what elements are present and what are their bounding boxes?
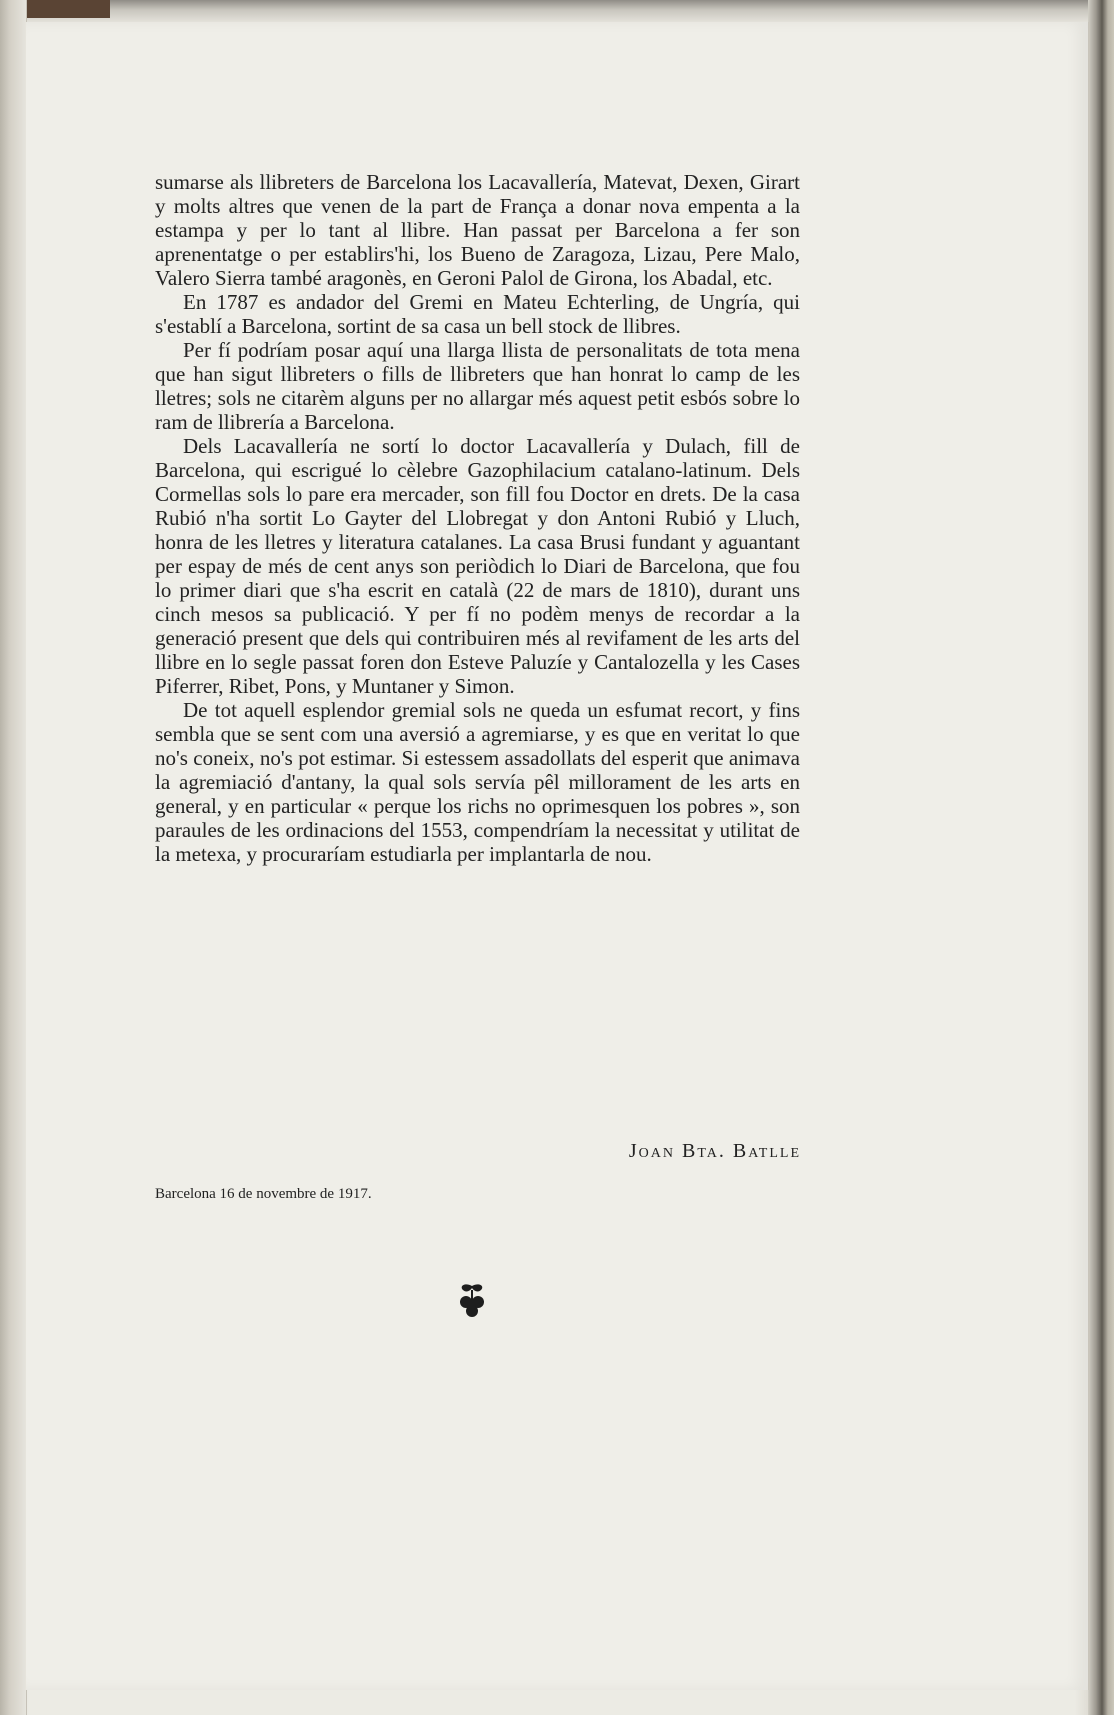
paragraph-1: sumarse als llibreters de Barcelona los Lacavallería, Matevat, Dexen, Girart y molts altres que venen de la part de França a donar nova empenta a la estampa y per lo tant al llibre. Han passat per Barcelona a fer son aprenentatge o per establirs'hi, los Bueno de Zaragoza, Lizau, Pere Malo, Valero Sierra també aragonès, en Geroni Palol de Girona, los Abadal, etc. [155,170,800,290]
author-signature: Joan Bta. Batlle [628,1140,801,1162]
paragraph-4: Dels Lacavallería ne sortí lo doctor Lacavallería y Dulach, fill de Barcelona, qui escrigué lo cèlebre Gazophilacium catalano-latinum. Dels Cormellas sols lo pare era mercader, son fill fou Doctor en drets. De la casa Rubió n'ha sortit Lo Gayter del Llobregat y don Antoni Rubió y Lluch, honra de les lletres y literatura catalanes. La casa Brusi fundant y aguantant per espay de més de cent anys son periòdich lo Diari de Barcelona, que fou lo primer diari que s'ha escrit en català (22 de mars de 1810), durant uns cinch mesos sa publicació. Y per fí no podèm menys de recordar a la generació present que dels qui contribuiren més al revifament de les arts del llibre en lo segle passat foren don Esteve Paluzíe y Cantalozella y les Cases Piferrer, Ribet, Pons, y Muntaner y Simon. [155,434,800,698]
paragraph-3: Per fí podríam posar aquí una llarga llista de personalitats de tota mena que han sigut llibreters o fills de llibreters que han honrat lo camp de les lletres; sols ne citarèm alguns per no allargar més aquest petit esbós sobre lo ram de llibrería a Barcelona. [155,338,800,434]
book-spine-edge [0,0,27,1715]
page-top-edge [0,0,1114,22]
paragraph-5: De tot aquell esplendor gremial sols ne queda un esfumat recort, y fins sembla que se sent com una aversió a agremiarse, y es que en veritat lo que no's coneix, no's pot estimar. Si estessem assadollats del esperit que animava la agremiació d'antany, la qual sols servía pêl millorament de les arts en general, y en particular « perque los richs no oprimesquen los pobres », son paraules de les ordinacions del 1553, compendríam la necessitat y utilitat de la metexa, y procuraríam estudiarla per implantarla de nou. [155,698,800,866]
paragraph-2: En 1787 es andador del Gremi en Mateu Echterling, de Ungría, qui s'establí a Barcelona, sortint de sa casa un bell stock de llibres. [155,290,800,338]
dateline: Barcelona 16 de novembre de 1917. [155,1186,372,1202]
fleuron-ornament-icon [455,1282,489,1320]
page-stack-edge [1088,0,1114,1715]
body-text [155,170,800,866]
